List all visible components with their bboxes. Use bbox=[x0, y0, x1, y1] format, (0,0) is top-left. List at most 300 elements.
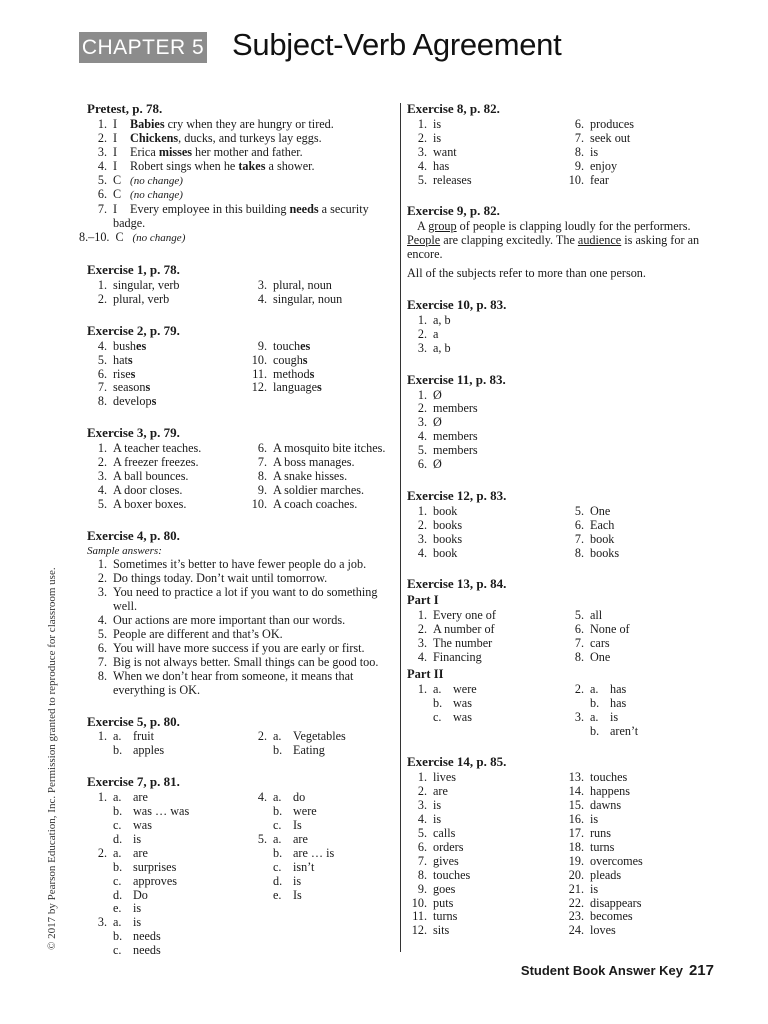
item-number bbox=[407, 711, 427, 725]
item-number bbox=[87, 930, 107, 944]
sub-text: isn’t bbox=[293, 859, 315, 874]
item-text: seek out bbox=[590, 130, 631, 145]
answer-item bbox=[564, 132, 707, 146]
sub-letter: e. bbox=[113, 901, 122, 916]
answer-grid bbox=[407, 683, 707, 739]
item-number: 12. bbox=[411, 923, 427, 938]
answer-item bbox=[407, 771, 564, 785]
answer-item bbox=[247, 442, 392, 456]
answer-item bbox=[407, 505, 564, 519]
answer-code: I bbox=[113, 144, 118, 159]
answer-item bbox=[564, 533, 707, 547]
item-number: 21. bbox=[568, 881, 584, 896]
sub-text: were bbox=[453, 681, 477, 696]
item-number: 6. bbox=[574, 116, 584, 131]
answer-grid bbox=[407, 505, 707, 561]
item-text: is bbox=[590, 144, 599, 159]
answer-grid bbox=[87, 279, 392, 307]
sub-answer bbox=[113, 730, 247, 744]
answer-item bbox=[87, 340, 247, 354]
item-number: 3. bbox=[97, 585, 107, 600]
answer-item bbox=[407, 328, 707, 342]
sub-letter: b. bbox=[273, 743, 283, 758]
item-number: 2. bbox=[97, 845, 107, 860]
item-text: touches bbox=[590, 770, 628, 785]
item-text: plural, verb bbox=[113, 291, 170, 306]
answer-item bbox=[87, 642, 392, 656]
sub-text: was … was bbox=[133, 804, 190, 819]
answer-item bbox=[564, 505, 707, 519]
answer-item bbox=[87, 586, 392, 614]
item-text: is bbox=[433, 130, 442, 145]
exercise-7-section bbox=[87, 775, 392, 958]
text-run: Robert sings when he bbox=[130, 158, 239, 173]
exercise-9-section bbox=[407, 204, 707, 281]
sub-text: Do bbox=[133, 887, 148, 902]
sub-answer bbox=[273, 819, 392, 833]
answer-item bbox=[87, 381, 247, 395]
answer-list bbox=[407, 389, 707, 472]
answer-code: I bbox=[113, 158, 118, 173]
answer-item bbox=[564, 813, 707, 827]
pretest-item bbox=[87, 146, 392, 160]
answer-item bbox=[407, 533, 564, 547]
item-number: 6. bbox=[97, 640, 107, 655]
item-number bbox=[87, 944, 107, 958]
item-number: 3. bbox=[97, 468, 107, 483]
item-number: 4. bbox=[417, 429, 427, 444]
answer-item bbox=[87, 293, 247, 307]
sub-answer bbox=[273, 875, 392, 889]
item-text bbox=[113, 203, 392, 231]
item-number: 22. bbox=[568, 895, 584, 910]
item-number: 7. bbox=[97, 202, 107, 217]
item-number: 23. bbox=[568, 909, 584, 924]
answer-item bbox=[407, 841, 564, 855]
item-number: 10. bbox=[251, 352, 267, 367]
item-number: 1. bbox=[417, 503, 427, 518]
section-heading: Exercise 13, p. 84. bbox=[407, 576, 507, 592]
item-number: 6. bbox=[97, 187, 107, 202]
item-text: cars bbox=[590, 636, 610, 651]
item-text: A soldier marches. bbox=[273, 482, 365, 497]
sub-text: were bbox=[293, 804, 317, 819]
answer-item bbox=[564, 711, 707, 725]
answer-item bbox=[87, 354, 247, 368]
item-text: has bbox=[433, 158, 450, 173]
answer-item bbox=[87, 656, 392, 670]
word-ending: s bbox=[317, 380, 322, 395]
answer-code: C bbox=[113, 172, 122, 187]
item-number: 1. bbox=[97, 729, 107, 744]
answer-item bbox=[407, 651, 564, 665]
sub-letter: b. bbox=[273, 804, 283, 819]
item-text: Ø bbox=[433, 415, 442, 430]
answer-item bbox=[247, 354, 392, 368]
sub-answer bbox=[113, 791, 247, 805]
answer-item bbox=[407, 430, 707, 444]
item-text bbox=[113, 174, 392, 189]
answer-item bbox=[247, 456, 392, 470]
sub-answer bbox=[113, 744, 247, 758]
footer-label: Student Book Answer Key bbox=[520, 963, 683, 978]
answer-column bbox=[407, 609, 564, 665]
exercise-5-section bbox=[87, 715, 392, 759]
answer-item bbox=[247, 381, 392, 395]
word-ending: s bbox=[145, 380, 151, 395]
exercise-3-section bbox=[87, 426, 392, 511]
sub-text: aren’t bbox=[610, 723, 639, 738]
answer-item bbox=[407, 519, 564, 533]
pretest-section bbox=[79, 101, 392, 246]
item-number: 2. bbox=[417, 517, 427, 532]
sub-letter: d. bbox=[113, 887, 123, 902]
item-number: 5. bbox=[257, 831, 267, 846]
item-number: 2. bbox=[417, 326, 427, 341]
sub-answer bbox=[590, 711, 707, 725]
pretest-item bbox=[87, 118, 392, 132]
answer-item bbox=[247, 847, 392, 861]
sub-letter: c. bbox=[273, 859, 282, 874]
item-text: members bbox=[433, 429, 478, 444]
sub-answer bbox=[590, 725, 707, 739]
pretest-item bbox=[79, 230, 392, 246]
item-number: 2. bbox=[417, 401, 427, 416]
answer-item bbox=[247, 819, 392, 833]
answer-item bbox=[407, 389, 707, 403]
item-text: turns bbox=[433, 909, 458, 924]
item-text: You will have more success if you are early or first. bbox=[113, 640, 365, 655]
sub-letter: c. bbox=[433, 709, 442, 724]
item-text: members bbox=[433, 443, 478, 458]
item-text: The number bbox=[433, 636, 493, 651]
item-text: books bbox=[433, 531, 463, 546]
answer-item bbox=[87, 744, 247, 758]
answer-column bbox=[247, 279, 392, 307]
item-text: One bbox=[590, 650, 611, 664]
word-ending: s bbox=[302, 352, 308, 367]
item-text: None of bbox=[590, 622, 630, 637]
answer-column bbox=[87, 791, 247, 958]
word-ending: s bbox=[130, 366, 136, 381]
item-number bbox=[247, 861, 267, 875]
pretest-item bbox=[87, 188, 392, 203]
item-text: A ball bounces. bbox=[113, 468, 189, 483]
answer-column bbox=[564, 609, 707, 665]
text-run: Every employee in this building bbox=[130, 202, 290, 217]
word-base: develop bbox=[113, 394, 152, 409]
sub-answer bbox=[113, 833, 247, 847]
answer-column bbox=[564, 683, 707, 739]
answer-item bbox=[87, 470, 247, 484]
item-number: 5. bbox=[97, 352, 107, 367]
item-text: disappears bbox=[590, 895, 642, 910]
section-heading: Exercise 10, p. 83. bbox=[407, 296, 507, 312]
answer-item bbox=[564, 924, 707, 938]
item-text: loves bbox=[590, 923, 616, 938]
item-number: 2. bbox=[417, 130, 427, 145]
answer-grid bbox=[87, 730, 392, 758]
sub-text: is bbox=[293, 873, 302, 888]
item-number: 5. bbox=[417, 825, 427, 840]
item-text: is bbox=[590, 812, 599, 827]
item-number: 9. bbox=[417, 881, 427, 896]
word-ending: es bbox=[136, 338, 147, 353]
item-number: 7. bbox=[97, 380, 107, 395]
answer-item bbox=[407, 637, 564, 651]
answer-item bbox=[564, 897, 707, 911]
answer-list bbox=[87, 558, 392, 697]
text-run: (no change) bbox=[130, 174, 183, 187]
item-text: A freezer freezes. bbox=[113, 455, 199, 470]
item-text bbox=[113, 188, 392, 203]
item-number bbox=[87, 819, 107, 833]
answer-item bbox=[247, 498, 392, 512]
exercise-8-section bbox=[407, 102, 707, 187]
item-number bbox=[247, 889, 267, 903]
item-number: 3. bbox=[574, 709, 584, 724]
sub-text: Is bbox=[293, 887, 302, 902]
item-number: 5. bbox=[574, 503, 584, 518]
item-text bbox=[273, 368, 392, 382]
item-text: plural, noun bbox=[273, 277, 332, 292]
answer-item bbox=[407, 132, 564, 146]
item-number: 3. bbox=[417, 531, 427, 546]
section-heading: Exercise 5, p. 80. bbox=[87, 713, 180, 729]
answer-item bbox=[247, 875, 392, 889]
item-number: 6. bbox=[97, 366, 107, 381]
sub-text: approves bbox=[133, 873, 177, 888]
sub-letter: a. bbox=[433, 681, 442, 696]
answer-item bbox=[407, 314, 707, 328]
item-number: 7. bbox=[257, 455, 267, 470]
sub-answer bbox=[113, 902, 247, 916]
answer-item bbox=[87, 395, 247, 409]
item-number: 1. bbox=[97, 790, 107, 805]
sub-letter: c. bbox=[273, 817, 282, 832]
item-text: are bbox=[433, 784, 448, 799]
answer-item bbox=[87, 861, 247, 875]
item-number: 4. bbox=[417, 545, 427, 560]
answer-item bbox=[407, 813, 564, 827]
item-text: goes bbox=[433, 881, 456, 896]
sub-text: is bbox=[133, 831, 142, 846]
item-number: 9. bbox=[257, 338, 267, 353]
text-run: is asking for an encore. bbox=[407, 233, 700, 262]
answer-column bbox=[247, 340, 392, 410]
answer-item bbox=[87, 456, 247, 470]
answer-item bbox=[407, 402, 707, 416]
answer-item bbox=[87, 442, 247, 456]
sub-text: surprises bbox=[133, 859, 177, 874]
sub-letter: b. bbox=[113, 743, 123, 758]
item-text: fear bbox=[590, 172, 609, 187]
answer-item bbox=[87, 368, 247, 382]
answer-item bbox=[407, 799, 564, 813]
item-number: 7. bbox=[417, 853, 427, 868]
answer-item bbox=[87, 875, 247, 889]
answer-column bbox=[247, 791, 392, 958]
sub-letter: b. bbox=[590, 695, 600, 710]
sub-letter: b. bbox=[113, 804, 123, 819]
item-number: 4. bbox=[97, 158, 107, 173]
item-number: 4. bbox=[97, 338, 107, 353]
answer-item bbox=[247, 470, 392, 484]
answer-item bbox=[87, 805, 247, 819]
item-number: 4. bbox=[97, 613, 107, 628]
answer-list bbox=[407, 314, 707, 356]
column-divider bbox=[400, 103, 401, 952]
sub-text: do bbox=[293, 790, 306, 805]
item-text bbox=[113, 160, 392, 174]
item-text: Sometimes it’s better to have fewer people do a job. bbox=[113, 557, 367, 572]
answer-item bbox=[564, 883, 707, 897]
item-text: sits bbox=[433, 923, 450, 938]
page-footer bbox=[521, 962, 714, 979]
sub-answer bbox=[590, 697, 707, 711]
sub-text: needs bbox=[133, 929, 161, 944]
answer-item bbox=[407, 869, 564, 883]
item-text bbox=[113, 146, 392, 160]
bold-verb: Chickens bbox=[130, 130, 179, 145]
item-number: 2. bbox=[257, 729, 267, 744]
item-number: 3. bbox=[417, 636, 427, 651]
underlined-subject: audience bbox=[577, 233, 622, 248]
sub-text: needs bbox=[133, 943, 161, 958]
text-run: A bbox=[417, 219, 429, 234]
answer-item bbox=[407, 883, 564, 897]
answer-item bbox=[87, 670, 392, 698]
answer-item bbox=[564, 841, 707, 855]
word-base: rise bbox=[113, 366, 131, 381]
word-base: hat bbox=[113, 352, 128, 367]
underlined-subject: People bbox=[407, 233, 441, 248]
item-text: is bbox=[433, 812, 442, 827]
word-ending: s bbox=[151, 394, 157, 409]
word-ending: es bbox=[300, 338, 311, 353]
item-text: books bbox=[433, 517, 463, 532]
underlined-subject: group bbox=[428, 219, 457, 234]
item-text: Every one of bbox=[433, 608, 496, 623]
item-text bbox=[113, 368, 247, 382]
exercise-2-section bbox=[87, 324, 392, 409]
item-number bbox=[564, 697, 584, 711]
item-number: 4. bbox=[257, 291, 267, 306]
item-text bbox=[113, 381, 247, 395]
item-number: 12. bbox=[251, 380, 267, 395]
item-text: produces bbox=[590, 116, 634, 131]
item-number: 3. bbox=[417, 144, 427, 159]
item-text: all bbox=[590, 608, 603, 623]
item-number: 8. bbox=[574, 545, 584, 560]
item-number: 5. bbox=[417, 443, 427, 458]
item-text: Big is not always better. Small things can be good too. bbox=[113, 654, 379, 669]
item-number: 6. bbox=[574, 517, 584, 532]
answer-item bbox=[564, 146, 707, 160]
sub-text: are bbox=[133, 845, 148, 860]
answer-item bbox=[87, 833, 247, 847]
item-number: 2. bbox=[97, 571, 107, 586]
answer-item bbox=[564, 683, 707, 697]
answer-item bbox=[564, 623, 707, 637]
sub-text: is bbox=[610, 709, 619, 724]
item-number bbox=[87, 833, 107, 847]
answer-code: C bbox=[115, 230, 124, 245]
section-heading: Exercise 2, p. 79. bbox=[87, 322, 180, 338]
answer-item bbox=[564, 785, 707, 799]
sub-answer bbox=[113, 819, 247, 833]
item-text: A number of bbox=[433, 622, 495, 637]
section-heading: Exercise 4, p. 80. bbox=[87, 527, 180, 543]
item-text: a bbox=[433, 326, 439, 341]
word-ending: s bbox=[309, 366, 315, 381]
item-number: 6. bbox=[257, 441, 267, 456]
section-heading: Exercise 9, p. 82. bbox=[407, 203, 500, 219]
sub-letter: b. bbox=[113, 929, 123, 944]
item-number: 3. bbox=[97, 915, 107, 930]
answer-grid bbox=[87, 340, 392, 410]
answer-item bbox=[87, 930, 247, 944]
answer-item bbox=[407, 609, 564, 623]
answer-code: I bbox=[113, 116, 118, 131]
item-text bbox=[115, 231, 392, 246]
sub-answer bbox=[113, 930, 247, 944]
item-text: A door closes. bbox=[113, 482, 183, 497]
section-heading: Exercise 12, p. 83. bbox=[407, 487, 507, 503]
item-number bbox=[247, 847, 267, 861]
item-number: 16. bbox=[568, 812, 584, 827]
item-number: 17. bbox=[568, 825, 584, 840]
item-number: 10. bbox=[568, 172, 584, 187]
answer-item bbox=[247, 744, 392, 758]
answer-column bbox=[87, 442, 247, 512]
item-number: 11. bbox=[412, 909, 427, 924]
item-number: 1. bbox=[417, 312, 427, 327]
answer-item bbox=[87, 279, 247, 293]
answer-item bbox=[87, 916, 247, 930]
section-heading: Exercise 3, p. 79. bbox=[87, 425, 180, 441]
sub-answer bbox=[433, 697, 564, 711]
item-number: 8. bbox=[574, 144, 584, 159]
item-number bbox=[87, 902, 107, 916]
answer-item bbox=[87, 498, 247, 512]
item-number: 1. bbox=[97, 441, 107, 456]
sub-answer bbox=[113, 805, 247, 819]
item-number: 5. bbox=[97, 172, 107, 187]
answer-item bbox=[87, 847, 247, 861]
answer-item bbox=[87, 572, 392, 586]
answer-group bbox=[564, 683, 707, 711]
answer-code: C bbox=[113, 187, 122, 202]
sub-answer bbox=[273, 791, 392, 805]
answer-item bbox=[564, 771, 707, 785]
item-text: A coach coaches. bbox=[273, 496, 358, 511]
answer-grid bbox=[87, 442, 392, 512]
item-number: 8. bbox=[417, 867, 427, 882]
answer-item bbox=[407, 683, 564, 697]
item-text: is bbox=[433, 798, 442, 813]
sub-answer bbox=[113, 944, 247, 958]
page-title: Subject-Verb Agreement bbox=[232, 27, 562, 62]
item-number: 14. bbox=[568, 784, 584, 799]
item-number: 5. bbox=[97, 627, 107, 641]
item-number bbox=[87, 805, 107, 819]
item-text: overcomes bbox=[590, 853, 643, 868]
answer-column bbox=[564, 505, 707, 561]
sub-text: are … is bbox=[293, 845, 335, 860]
item-number: 3. bbox=[417, 415, 427, 430]
answer-item bbox=[407, 416, 707, 430]
